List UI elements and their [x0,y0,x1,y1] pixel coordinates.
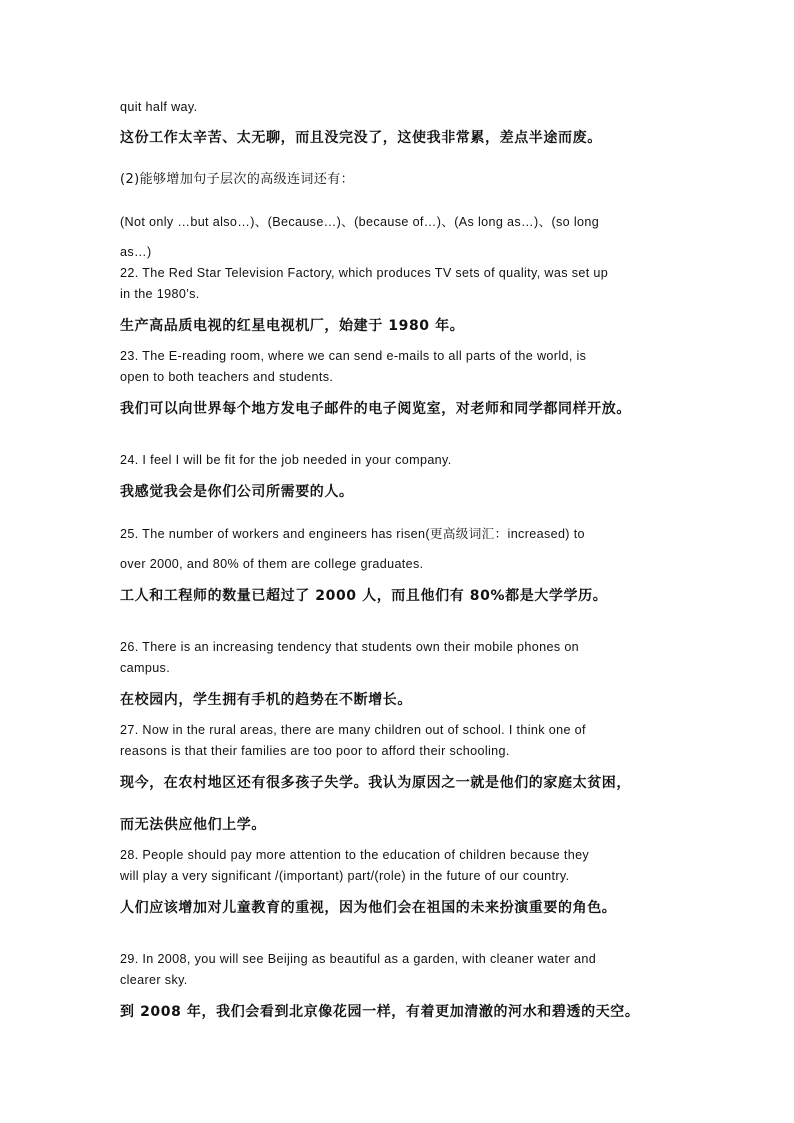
sentence-23: 23. The E-reading room, where we can send e-mails to all parts of the world, is [120,349,587,363]
text-line: as…) [120,245,152,259]
translation-27-cont: 而无法供应他们上学。 [120,817,266,833]
sentence-26: 26. There is an increasing tendency that students own their mobile phones on [120,640,580,654]
text-line: (Not only …but also…)、(Because…)、(because of…)、(As long as…)、(so long [120,215,600,229]
translation-26: 在校园内，学生拥有手机的趋势在不断增长。 [120,692,412,708]
sentence-25-cont: over 2000, and 80% of them are college graduates. [120,557,424,571]
translation-27: 现今，在农村地区还有很多孩子失学。我认为原因之一就是他们的家庭太贫困， [120,775,631,791]
sentence-25: 25. The number of workers and engineers has risen(更高级词汇：increased) to [120,527,585,541]
section-heading: (2)能够增加句子层次的高级连词还有： [120,172,355,187]
translation-22: 生产高品质电视的红星电视机厂，始建于 1980 年。 [120,318,465,334]
sentence-23-cont: open to both teachers and students. [120,370,334,384]
sentence-24: 24. I feel I will be fit for the job needed in your company. [120,453,452,467]
sentence-29-cont: clearer sky. [120,973,188,987]
sentence-28: 28. People should pay more attention to the education of children because they [120,848,590,862]
translation-29: 到 2008 年，我们会看到北京像花园一样，有着更加清澈的河水和碧透的天空。 [120,1004,640,1020]
sentence-27-cont: reasons is that their families are too poor to afford their schooling. [120,744,510,758]
sentence-28-cont: will play a very significant /(important) part/(role) in the future of our country. [120,869,570,883]
translation-23: 我们可以向世界每个地方发电子邮件的电子阅览室，对老师和同学都同样开放。 [120,401,631,417]
translation-28: 人们应该增加对儿童教育的重视，因为他们会在祖国的未来扮演重要的角色。 [120,900,617,916]
sentence-22: 22. The Red Star Television Factory, which produces TV sets of quality, was set up [120,266,609,280]
translation-line: 这份工作太辛苦、太无聊，而且没完没了，这使我非常累，差点半途而废。 [120,130,602,146]
sentence-27: 27. Now in the rural areas, there are many children out of school. I think one of [120,723,586,737]
translation-25: 工人和工程师的数量已超过了 2000 人，而且他们有 80%都是大学学历。 [120,588,608,604]
text-line: quit half way. [120,100,198,114]
sentence-22-cont: in the 1980’s. [120,287,200,301]
sentence-26-cont: campus. [120,661,171,675]
translation-24: 我感觉我会是你们公司所需要的人。 [120,484,354,500]
sentence-29: 29. In 2008, you will see Beijing as beautiful as a garden, with cleaner water and [120,952,597,966]
